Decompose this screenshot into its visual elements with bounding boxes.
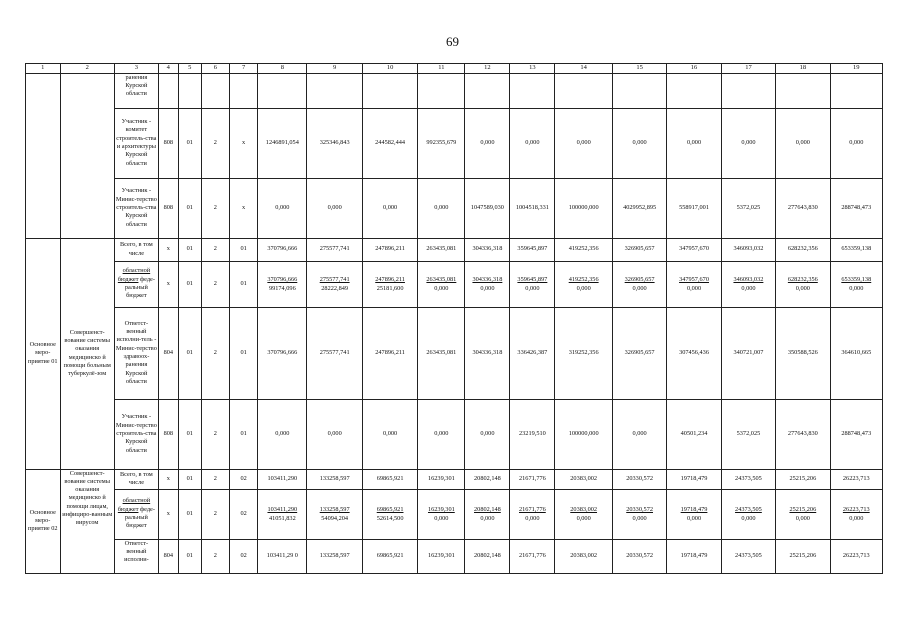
amount-cell: 346093,032 bbox=[721, 238, 775, 261]
amount-cell: 26223,713 bbox=[830, 539, 882, 573]
code-cell bbox=[158, 73, 178, 108]
code-cell: 02 bbox=[230, 489, 258, 539]
amount-cell: 288748,473 bbox=[830, 399, 882, 469]
amount-cell bbox=[418, 261, 465, 307]
column-number-cell: 10 bbox=[362, 64, 417, 74]
code-cell bbox=[201, 73, 229, 108]
column-number-cell: 3 bbox=[114, 64, 158, 74]
amount-cell: 0,000 bbox=[465, 108, 510, 178]
amount-cell: 277643,830 bbox=[776, 399, 830, 469]
amount-cell: 25215,206 bbox=[776, 469, 830, 489]
table-row bbox=[26, 178, 883, 238]
amount-cell: 628232,356 bbox=[776, 238, 830, 261]
code-cell: 01 bbox=[178, 178, 201, 238]
federal-budget-value: 0,000 bbox=[480, 285, 495, 293]
regional-budget-value: 359645,897 bbox=[517, 275, 548, 283]
table-row bbox=[26, 307, 883, 399]
regional-budget-value: 263435,081 bbox=[426, 275, 457, 283]
federal-budget-value: 41051,832 bbox=[268, 515, 296, 523]
amount-cell: 304336,318 bbox=[465, 307, 510, 399]
amount-cell: 0,000 bbox=[465, 399, 510, 469]
amount-cell: 20383,002 bbox=[555, 469, 613, 489]
amount-cell: 103411,290 bbox=[258, 469, 307, 489]
amount-cell: 0,000 bbox=[418, 399, 465, 469]
code-cell: х bbox=[158, 489, 178, 539]
amount-cell bbox=[555, 489, 613, 539]
table-row bbox=[26, 399, 883, 469]
federal-budget-value: 0,000 bbox=[525, 285, 540, 293]
amount-cell bbox=[510, 489, 555, 539]
amount-cell bbox=[465, 73, 510, 108]
column-number-cell: 12 bbox=[465, 64, 510, 74]
regional-budget-value: 20383,002 bbox=[570, 505, 598, 513]
amount-cell: 20330,572 bbox=[612, 469, 666, 489]
amount-cell: 20802,148 bbox=[465, 469, 510, 489]
amount-cell: 100000,000 bbox=[555, 399, 613, 469]
amount-cell bbox=[307, 261, 362, 307]
amount-cell: 23219,510 bbox=[510, 399, 555, 469]
amount-cell: 277643,830 bbox=[776, 178, 830, 238]
column-number-cell: 19 bbox=[830, 64, 882, 74]
participant-cell: ранения Курской области bbox=[114, 73, 158, 108]
column-number-cell: 2 bbox=[60, 64, 114, 74]
amount-cell bbox=[362, 73, 417, 108]
amount-cell bbox=[465, 261, 510, 307]
federal-budget-value: 28222,849 bbox=[321, 285, 349, 293]
code-cell: 01 bbox=[178, 307, 201, 399]
amount-cell: 5372,025 bbox=[721, 399, 775, 469]
amount-cell: 20802,148 bbox=[465, 539, 510, 573]
amount-cell: 0,000 bbox=[258, 178, 307, 238]
code-cell: 01 bbox=[178, 469, 201, 489]
amount-cell: 5372,025 bbox=[721, 178, 775, 238]
amount-cell: 0,000 bbox=[258, 399, 307, 469]
federal-budget-value: 0,000 bbox=[576, 285, 591, 293]
federal-budget-value: 0,000 bbox=[434, 515, 449, 523]
code-cell: 2 bbox=[201, 307, 229, 399]
amount-cell bbox=[418, 489, 465, 539]
amount-cell bbox=[307, 73, 362, 108]
amount-cell: 263435,081 bbox=[418, 307, 465, 399]
amount-cell: 0,000 bbox=[362, 178, 417, 238]
regional-budget-value: 103411,290 bbox=[267, 505, 298, 513]
code-cell: 01 bbox=[178, 108, 201, 178]
amount-cell: 24373,505 bbox=[721, 539, 775, 573]
regional-budget-value: 24373,505 bbox=[735, 505, 762, 513]
column-number-cell: 4 bbox=[158, 64, 178, 74]
column-number-cell: 1 bbox=[26, 64, 61, 74]
federal-budget-value: 0,000 bbox=[686, 285, 702, 293]
code-cell: 2 bbox=[201, 469, 229, 489]
amount-cell: 133258,597 bbox=[307, 469, 362, 489]
amount-cell: 25215,206 bbox=[776, 539, 830, 573]
code-cell: 808 bbox=[158, 399, 178, 469]
federal-budget-label: феде-ральный бюджет bbox=[124, 275, 155, 300]
amount-cell bbox=[830, 73, 882, 108]
amount-cell bbox=[258, 73, 307, 108]
regional-budget-value: 326905,657 bbox=[624, 275, 655, 283]
regional-budget-value: 370796,666 bbox=[267, 275, 298, 283]
amount-cell: 326905,657 bbox=[612, 238, 666, 261]
federal-budget-value: 0,000 bbox=[795, 515, 810, 523]
amount-cell: 26223,713 bbox=[830, 469, 882, 489]
code-cell: х bbox=[230, 178, 258, 238]
amount-cell: 653359,138 bbox=[830, 238, 882, 261]
federal-budget-value: 0,000 bbox=[525, 515, 540, 523]
amount-cell: 419252,356 bbox=[555, 238, 613, 261]
federal-budget-value: 0,000 bbox=[849, 515, 864, 523]
amount-cell: 4029952,895 bbox=[612, 178, 666, 238]
amount-cell bbox=[776, 73, 830, 108]
code-cell: х bbox=[158, 261, 178, 307]
amount-cell: 1047589,030 bbox=[465, 178, 510, 238]
participant-cell: Участник - Минис-терство строитель-ства Курской области bbox=[114, 399, 158, 469]
column-number-cell: 7 bbox=[230, 64, 258, 74]
amount-cell: 100000,000 bbox=[555, 178, 613, 238]
amount-cell bbox=[612, 261, 666, 307]
code-cell: 2 bbox=[201, 261, 229, 307]
amount-cell: 275577,741 bbox=[307, 307, 362, 399]
participant-cell: Ответст-венный исполни-тель - Минис-терство здравоох-ранения Курской области bbox=[114, 307, 158, 399]
federal-budget-value: 52614,500 bbox=[376, 515, 404, 523]
participant-cell: Всего, в том числе bbox=[114, 469, 158, 489]
amount-cell bbox=[721, 261, 775, 307]
regional-budget-value: 19718,479 bbox=[680, 505, 708, 513]
regional-budget-value: 16239,301 bbox=[427, 505, 455, 513]
column-number-cell: 6 bbox=[201, 64, 229, 74]
code-cell bbox=[178, 73, 201, 108]
amount-cell: 0,000 bbox=[307, 399, 362, 469]
amount-cell: 370796,666 bbox=[258, 307, 307, 399]
federal-budget-value: 0,000 bbox=[686, 515, 702, 523]
regional-budget-value: 25215,206 bbox=[789, 505, 817, 513]
regional-budget-label: областной бюджет bbox=[117, 267, 151, 283]
amount-cell bbox=[555, 73, 613, 108]
column-number-cell: 9 bbox=[307, 64, 362, 74]
event-name-cell: Основное меро-приятие 02 bbox=[26, 469, 61, 573]
amount-cell: 20330,572 bbox=[612, 539, 666, 573]
code-cell: 01 bbox=[178, 399, 201, 469]
amount-cell: 69865,921 bbox=[362, 469, 417, 489]
code-cell: 01 bbox=[178, 539, 201, 573]
amount-cell bbox=[555, 261, 613, 307]
table-row bbox=[26, 539, 883, 573]
amount-cell: 275577,741 bbox=[307, 238, 362, 261]
column-number-row bbox=[26, 64, 883, 74]
regional-budget-value: 653359,138 bbox=[841, 275, 872, 283]
amount-cell: 0,000 bbox=[721, 108, 775, 178]
participant-cell: Участник - Минис-терство строитель-ства Курской области bbox=[114, 178, 158, 238]
amount-cell bbox=[667, 261, 721, 307]
amount-cell: 340721,007 bbox=[721, 307, 775, 399]
amount-cell: 0,000 bbox=[667, 108, 721, 178]
amount-cell: 21671,776 bbox=[510, 539, 555, 573]
code-cell: 01 bbox=[230, 307, 258, 399]
amount-cell bbox=[418, 73, 465, 108]
amount-cell bbox=[776, 489, 830, 539]
federal-budget-value: 0,000 bbox=[632, 515, 647, 523]
code-cell: 2 bbox=[201, 178, 229, 238]
regional-budget-value: 419252,356 bbox=[568, 275, 599, 283]
amount-cell bbox=[830, 261, 882, 307]
amount-cell: 103411,29 0 bbox=[258, 539, 307, 573]
federal-budget-value: 0,000 bbox=[434, 285, 449, 293]
program-description-cell: Совершенст-вование системы оказания медицинско й помощи больным туберкулё-зом bbox=[60, 238, 114, 469]
code-cell: 01 bbox=[230, 399, 258, 469]
column-number-cell: 15 bbox=[612, 64, 666, 74]
amount-cell bbox=[612, 489, 666, 539]
table-row bbox=[26, 489, 883, 539]
amount-cell bbox=[362, 261, 417, 307]
amount-cell bbox=[612, 73, 666, 108]
amount-cell bbox=[667, 73, 721, 108]
code-cell: х bbox=[158, 469, 178, 489]
federal-budget-value: 0,000 bbox=[849, 285, 864, 293]
federal-budget-value: 99174,096 bbox=[268, 285, 296, 293]
amount-cell: 40501,234 bbox=[667, 399, 721, 469]
amount-cell: 0,000 bbox=[830, 108, 882, 178]
federal-budget-value: 25181,600 bbox=[376, 285, 404, 293]
table-row bbox=[26, 261, 883, 307]
amount-cell: 16239,301 bbox=[418, 539, 465, 573]
amount-cell: 0,000 bbox=[776, 108, 830, 178]
amount-cell: 307456,436 bbox=[667, 307, 721, 399]
code-cell: 2 bbox=[201, 539, 229, 573]
table-row bbox=[26, 73, 883, 108]
program-description-cell: Совершенст-вование системы оказания медицинско й помощи лицам, инфициро-ванным вирусом bbox=[60, 469, 114, 573]
federal-budget-value: 0,000 bbox=[576, 515, 591, 523]
federal-budget-value: 0,000 bbox=[741, 285, 756, 293]
amount-cell: 992355,679 bbox=[418, 108, 465, 178]
code-cell: 804 bbox=[158, 539, 178, 573]
amount-cell bbox=[721, 489, 775, 539]
column-number-cell: 11 bbox=[418, 64, 465, 74]
amount-cell bbox=[362, 489, 417, 539]
federal-budget-value: 0,000 bbox=[480, 515, 495, 523]
amount-cell: 359645,897 bbox=[510, 238, 555, 261]
amount-cell: 347957,670 bbox=[667, 238, 721, 261]
code-cell: 01 bbox=[178, 261, 201, 307]
code-cell: 808 bbox=[158, 108, 178, 178]
event-name-cell bbox=[26, 73, 61, 238]
amount-cell: 20383,002 bbox=[555, 539, 613, 573]
table-body bbox=[26, 64, 883, 574]
amount-cell: 1246891,054 bbox=[258, 108, 307, 178]
participant-cell: Ответст-венный исполни- bbox=[114, 539, 158, 573]
amount-cell: 325346,843 bbox=[307, 108, 362, 178]
column-number-cell: 14 bbox=[555, 64, 613, 74]
amount-cell: 558917,001 bbox=[667, 178, 721, 238]
amount-cell: 0,000 bbox=[307, 178, 362, 238]
amount-cell bbox=[258, 489, 307, 539]
federal-budget-value: 0,000 bbox=[632, 285, 647, 293]
regional-budget-value: 346093,032 bbox=[733, 275, 764, 283]
amount-cell bbox=[830, 489, 882, 539]
column-number-cell: 5 bbox=[178, 64, 201, 74]
regional-budget-value: 275577,741 bbox=[319, 275, 350, 283]
code-cell: х bbox=[230, 108, 258, 178]
federal-budget-value: 54094,204 bbox=[321, 515, 349, 523]
regional-budget-value: 304336,318 bbox=[472, 275, 503, 283]
amount-cell: 133258,597 bbox=[307, 539, 362, 573]
code-cell: 804 bbox=[158, 307, 178, 399]
amount-cell: 364610,665 bbox=[830, 307, 882, 399]
code-cell: 808 bbox=[158, 178, 178, 238]
federal-budget-label: феде-ральный бюджет bbox=[124, 505, 155, 530]
amount-cell: 0,000 bbox=[510, 108, 555, 178]
budget-table bbox=[25, 63, 883, 574]
amount-cell bbox=[667, 489, 721, 539]
column-number-cell: 16 bbox=[667, 64, 721, 74]
program-description-cell bbox=[60, 73, 114, 238]
amount-cell bbox=[465, 489, 510, 539]
regional-budget-value: 20802,148 bbox=[474, 505, 501, 513]
code-cell: 02 bbox=[230, 469, 258, 489]
amount-cell: 263435,081 bbox=[418, 238, 465, 261]
amount-cell: 247896,211 bbox=[362, 307, 417, 399]
column-number-cell: 8 bbox=[258, 64, 307, 74]
code-cell bbox=[230, 73, 258, 108]
participant-cell: Всего, в том числе bbox=[114, 238, 158, 261]
regional-budget-value: 628232,356 bbox=[787, 275, 818, 283]
amount-cell: 21671,776 bbox=[510, 469, 555, 489]
event-name-cell: Основное меро-приятие 01 bbox=[26, 238, 61, 469]
regional-budget-value: 347957,670 bbox=[679, 275, 709, 283]
amount-cell bbox=[510, 73, 555, 108]
amount-cell: 288748,473 bbox=[830, 178, 882, 238]
amount-cell: 0,000 bbox=[362, 399, 417, 469]
regional-budget-value: 133258,597 bbox=[319, 505, 350, 513]
amount-cell: 319252,356 bbox=[555, 307, 613, 399]
regional-budget-label: областной бюджет bbox=[117, 497, 151, 513]
column-number-cell: 13 bbox=[510, 64, 555, 74]
amount-cell: 350588,526 bbox=[776, 307, 830, 399]
code-cell: 01 bbox=[178, 238, 201, 261]
amount-cell: 19718,479 bbox=[667, 539, 721, 573]
amount-cell: 69865,921 bbox=[362, 539, 417, 573]
page-number: 69 bbox=[446, 34, 459, 49]
code-cell: 2 bbox=[201, 108, 229, 178]
amount-cell: 304336,318 bbox=[465, 238, 510, 261]
federal-budget-value: 0,000 bbox=[741, 515, 756, 523]
amount-cell: 326905,657 bbox=[612, 307, 666, 399]
amount-cell: 244582,444 bbox=[362, 108, 417, 178]
code-cell: 02 bbox=[230, 539, 258, 573]
table-row bbox=[26, 238, 883, 261]
amount-cell: 247896,211 bbox=[362, 238, 417, 261]
amount-cell: 24373,505 bbox=[721, 469, 775, 489]
amount-cell: 0,000 bbox=[612, 399, 666, 469]
code-cell: 2 bbox=[201, 489, 229, 539]
regional-budget-value: 69865,921 bbox=[376, 505, 404, 513]
amount-cell bbox=[307, 489, 362, 539]
participant-cell: Участник - комитет строитель-ства и архитектуры Курской области bbox=[114, 108, 158, 178]
amount-cell bbox=[721, 73, 775, 108]
amount-cell: 19718,479 bbox=[667, 469, 721, 489]
amount-cell: 1004518,331 bbox=[510, 178, 555, 238]
code-cell: х bbox=[158, 238, 178, 261]
regional-budget-value: 26223,713 bbox=[842, 505, 870, 513]
regional-budget-value: 247896,211 bbox=[375, 275, 405, 283]
amount-cell: 16239,301 bbox=[418, 469, 465, 489]
federal-budget-value: 0,000 bbox=[795, 285, 810, 293]
amount-cell: 0,000 bbox=[555, 108, 613, 178]
table-row bbox=[26, 469, 883, 489]
amount-cell bbox=[776, 261, 830, 307]
code-cell: 01 bbox=[230, 238, 258, 261]
amount-cell: 0,000 bbox=[418, 178, 465, 238]
regional-budget-value: 20330,572 bbox=[626, 505, 653, 513]
amount-cell: 0,000 bbox=[612, 108, 666, 178]
column-number-cell: 18 bbox=[776, 64, 830, 74]
code-cell: 2 bbox=[201, 399, 229, 469]
table-row bbox=[26, 108, 883, 178]
code-cell: 2 bbox=[201, 238, 229, 261]
amount-cell: 370796,666 bbox=[258, 238, 307, 261]
column-number-cell: 17 bbox=[721, 64, 775, 74]
code-cell: 01 bbox=[178, 489, 201, 539]
amount-cell bbox=[510, 261, 555, 307]
amount-cell: 336426,387 bbox=[510, 307, 555, 399]
code-cell: 01 bbox=[230, 261, 258, 307]
regional-budget-value: 21671,776 bbox=[519, 505, 546, 513]
amount-cell bbox=[258, 261, 307, 307]
participant-cell bbox=[114, 489, 158, 539]
participant-cell bbox=[114, 261, 158, 307]
